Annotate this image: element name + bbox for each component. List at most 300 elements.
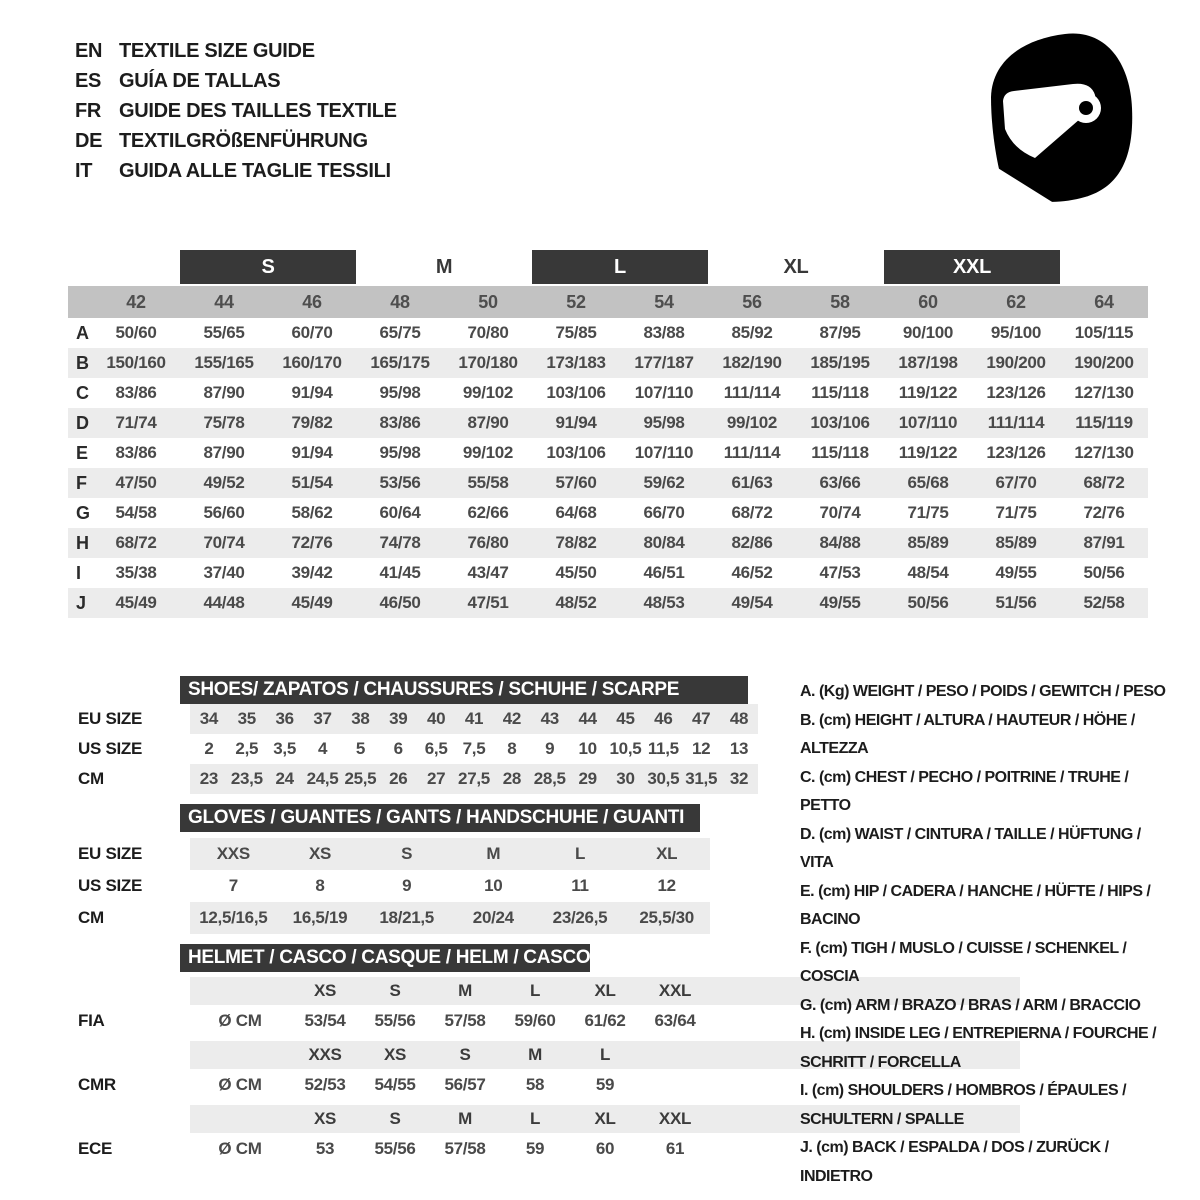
size-value: 11 — [571, 876, 589, 895]
measure-row-f — [68, 468, 1148, 498]
measure-value: 155/165 — [194, 353, 254, 372]
measure-value: 45/49 — [291, 593, 333, 612]
measure-value: 79/82 — [291, 413, 333, 432]
gloves-size-section — [68, 804, 703, 934]
row-label: US SIZE — [78, 739, 143, 758]
language-code: IT — [75, 160, 93, 182]
measure-letter: F — [76, 473, 87, 493]
measure-value: 177/187 — [634, 353, 694, 372]
measure-value: 99/102 — [726, 413, 778, 432]
measure-value: 95/98 — [379, 443, 421, 462]
language-title: TEXTILGRÖßENFÜHRUNG — [119, 130, 368, 152]
measure-value: 41/45 — [379, 563, 421, 582]
language-row — [75, 36, 397, 66]
numeric-size-label: 52 — [566, 292, 586, 312]
size-value: 32 — [729, 769, 749, 788]
measure-value: 190/200 — [986, 353, 1046, 372]
measure-value: 43/47 — [467, 563, 509, 582]
measure-value: 165/175 — [370, 353, 430, 372]
measure-value: 47/51 — [467, 593, 509, 612]
measure-value: 85/89 — [995, 533, 1037, 552]
standard-label: FIA — [78, 1010, 105, 1030]
row-label: US SIZE — [78, 876, 143, 895]
row-label — [68, 1105, 190, 1133]
measure-value: 59/62 — [643, 473, 685, 492]
measure-value: 83/86 — [115, 383, 157, 402]
measure-value: 115/118 — [811, 383, 869, 402]
size-value: 45 — [616, 709, 635, 728]
size-value: 30 — [616, 769, 635, 788]
measure-value: 65/68 — [907, 473, 949, 492]
helmet-size-value: 57/58 — [444, 1010, 486, 1030]
size-value: 16,5/19 — [292, 908, 348, 927]
measure-value: 82/86 — [731, 533, 773, 552]
row-values — [190, 734, 758, 764]
legend-item: I. (cm) SHOULDERS / HOMBROS / ÉPAULES / SCHULTERN / SPALLE — [800, 1082, 1127, 1128]
measure-value: 75/85 — [555, 323, 597, 342]
row-values — [190, 704, 758, 734]
helmet-size-label: XXS — [308, 1045, 342, 1064]
measure-value: 76/80 — [467, 533, 509, 552]
measure-value: 67/70 — [995, 473, 1037, 492]
helmet-size-value: 52/53 — [304, 1074, 346, 1094]
measure-value: 49/54 — [731, 593, 773, 612]
size-header-row — [68, 250, 1148, 286]
language-row — [75, 66, 397, 96]
numeric-size-label: 46 — [302, 292, 322, 312]
row-values — [190, 902, 710, 934]
row-values — [190, 838, 710, 870]
numeric-size-label: 44 — [214, 292, 234, 312]
language-code: FR — [75, 100, 102, 122]
measure-row-d — [68, 408, 1148, 438]
row-values — [190, 870, 710, 902]
helmet-size-label: S — [459, 1045, 471, 1064]
size-value: 6,5 — [424, 739, 448, 758]
size-group-label-s: S — [180, 250, 356, 284]
measure-value: 85/92 — [731, 323, 773, 342]
measure-value: 51/54 — [291, 473, 333, 492]
size-value: L — [574, 844, 586, 863]
measure-value: 190/200 — [1074, 353, 1134, 372]
measure-value: 182/190 — [722, 353, 782, 372]
legend-item: C. (cm) CHEST / PECHO / POITRINE / TRUHE / PETTO — [800, 768, 1129, 814]
language-title: GUÍA DE TALLAS — [119, 70, 281, 92]
helmet-size-value: 61/62 — [584, 1010, 626, 1030]
measure-value: 46/51 — [643, 563, 685, 582]
gloves-section-title: GLOVES / GUANTES / GANTS / HANDSCHUHE / GUANTI — [180, 804, 700, 832]
size-value: 8 — [315, 876, 325, 895]
size-value: 27,5 — [458, 769, 490, 788]
helmet-size-value: 55/56 — [374, 1138, 416, 1158]
size-group-label-l: L — [532, 250, 708, 284]
unit-label: Ø CM — [218, 1138, 262, 1158]
measure-value: 53/56 — [379, 473, 421, 492]
size-value: 2 — [204, 739, 214, 758]
size-value: 10 — [578, 739, 597, 758]
size-value: XL — [656, 844, 678, 863]
helmet-size-value: 59 — [525, 1138, 545, 1158]
size-value: M — [486, 844, 501, 863]
measurement-legend — [800, 678, 1168, 1191]
measure-value: 70/74 — [819, 503, 861, 522]
measure-value: 50/60 — [115, 323, 157, 342]
numeric-size-label: 54 — [654, 292, 674, 312]
helmet-size-label: XXL — [658, 1109, 692, 1128]
row-label: EU SIZE — [78, 709, 143, 728]
measure-value: 119/122 — [898, 443, 958, 462]
helmet-size-label: XXL — [658, 981, 692, 1000]
size-group-label-xxl: XXL — [884, 250, 1060, 284]
row-label — [68, 977, 190, 1005]
measure-value: 95/98 — [643, 413, 685, 432]
measure-value: 68/72 — [115, 533, 157, 552]
size-value: 42 — [502, 709, 522, 728]
measure-value: 72/76 — [291, 533, 333, 552]
language-title: TEXTILE SIZE GUIDE — [119, 40, 315, 62]
helmet-size-value: 54/55 — [374, 1074, 416, 1094]
size-value: 25,5 — [344, 769, 377, 788]
gloves-row — [68, 838, 703, 870]
measure-value: 111/114 — [723, 443, 781, 462]
legend-item: F. (cm) TIGH / MUSLO / CUISSE / SCHENKEL / COSCIA — [800, 939, 1127, 985]
measure-value: 37/40 — [203, 563, 245, 582]
helmet-size-label: L — [599, 1045, 611, 1064]
measure-value: 49/55 — [995, 563, 1037, 582]
measure-value: 160/170 — [282, 353, 342, 372]
size-value: 25,5/30 — [639, 908, 694, 927]
measure-letter: I — [76, 563, 81, 583]
helmet-size-label: XS — [313, 1109, 337, 1128]
size-value: S — [401, 844, 413, 863]
spacer-cell — [190, 977, 290, 1005]
numeric-size-label: 60 — [918, 292, 938, 312]
size-value: 18/21,5 — [379, 908, 434, 927]
size-value: 38 — [351, 709, 370, 728]
language-row — [75, 156, 397, 186]
measure-value: 57/60 — [555, 473, 597, 492]
size-value: 10 — [484, 876, 503, 895]
measure-value: 54/58 — [115, 503, 157, 522]
size-value: 30,5 — [647, 769, 680, 788]
measure-value: 49/52 — [203, 473, 245, 492]
legend-item: J. (cm) BACK / ESPALDA / DOS / ZURÜCK / INDIETRO — [800, 1139, 1109, 1185]
measure-value: 71/75 — [995, 503, 1037, 522]
measure-value: 66/70 — [643, 503, 685, 522]
shoes-row — [68, 704, 748, 734]
numeric-size-row — [68, 286, 1148, 318]
measure-value: 87/90 — [467, 413, 509, 432]
legend-item: B. (cm) HEIGHT / ALTURA / HAUTEUR / HÖHE / ALTEZZA — [800, 711, 1135, 757]
unit-label: Ø CM — [218, 1010, 262, 1030]
measure-value: 107/110 — [898, 413, 958, 432]
helmet-size-value: 63/64 — [654, 1010, 696, 1030]
spacer-cell — [190, 1105, 290, 1133]
size-value: 43 — [540, 709, 559, 728]
helmet-size-label: L — [529, 981, 541, 1000]
language-row — [75, 126, 397, 156]
measure-value: 46/52 — [731, 563, 773, 582]
racing-helmet-icon — [973, 28, 1135, 205]
measure-letter: E — [76, 443, 88, 463]
measure-value: 123/126 — [986, 443, 1046, 462]
size-value: XXS — [216, 844, 250, 863]
measure-value: 48/52 — [555, 593, 597, 612]
measure-value: 44/48 — [203, 593, 245, 612]
helmet-size-value: 57/58 — [444, 1138, 486, 1158]
measure-value: 39/42 — [291, 563, 333, 582]
measure-value: 60/70 — [291, 323, 333, 342]
helmet-size-label: XL — [594, 1109, 616, 1128]
legend-item: G. (cm) ARM / BRAZO / BRAS / ARM / BRACCIO — [800, 996, 1141, 1014]
language-code: EN — [75, 40, 103, 62]
gloves-row — [68, 870, 703, 902]
language-row — [75, 96, 397, 126]
size-value: 31,5 — [685, 769, 718, 788]
standard-label: CMR — [78, 1074, 116, 1094]
measure-value: 107/110 — [634, 443, 694, 462]
measure-row-i — [68, 558, 1148, 588]
measure-row-h — [68, 528, 1148, 558]
measure-value: 47/50 — [115, 473, 157, 492]
measure-value: 99/102 — [462, 443, 514, 462]
measure-value: 83/86 — [115, 443, 157, 462]
measure-value: 87/91 — [1083, 533, 1125, 552]
measure-value: 87/90 — [203, 383, 245, 402]
measure-value: 61/63 — [731, 473, 773, 492]
size-value: 23 — [199, 769, 219, 788]
size-value: 47 — [692, 709, 711, 728]
size-value: 11,5 — [647, 739, 679, 758]
language-title-list — [75, 36, 397, 186]
measure-value: 87/90 — [203, 443, 245, 462]
helmet-size-label: M — [458, 1109, 472, 1128]
helmet-size-value: 58 — [525, 1074, 545, 1094]
measure-value: 127/130 — [1074, 443, 1134, 462]
language-title: GUIDA ALLE TAGLIE TESSILI — [119, 160, 391, 182]
measure-value: 95/100 — [990, 323, 1042, 342]
size-value: 7 — [228, 876, 238, 895]
measure-value: 103/106 — [810, 413, 870, 432]
measure-value: 185/195 — [810, 353, 870, 372]
measure-value: 150/160 — [106, 353, 166, 372]
measure-value: 72/76 — [1083, 503, 1125, 522]
measure-letter: J — [76, 593, 86, 613]
shoes-row — [68, 764, 748, 794]
measure-value: 68/72 — [731, 503, 773, 522]
spacer-cell — [190, 1041, 290, 1069]
helmet-size-value: 59 — [595, 1074, 615, 1094]
measure-value: 62/66 — [467, 503, 509, 522]
racing-helmet-icon-svg — [973, 28, 1135, 205]
row-values — [190, 764, 758, 794]
measure-value: 83/88 — [643, 323, 685, 342]
measure-value: 115/119 — [1075, 413, 1133, 432]
numeric-size-label: 42 — [126, 292, 146, 312]
size-value: 5 — [355, 739, 365, 758]
language-code: ES — [75, 70, 102, 92]
measure-value: 55/65 — [203, 323, 245, 342]
measure-value: 75/78 — [203, 413, 245, 432]
helmet-size-label: XS — [313, 981, 337, 1000]
measure-row-j — [68, 588, 1148, 618]
measure-value: 46/50 — [379, 593, 421, 612]
measure-value: 35/38 — [115, 563, 157, 582]
measure-letter: D — [76, 413, 89, 433]
measure-value: 115/118 — [811, 443, 869, 462]
numeric-size-label: 56 — [742, 292, 762, 312]
measure-value: 91/94 — [291, 383, 333, 402]
measure-value: 55/58 — [467, 473, 509, 492]
size-value: 7,5 — [462, 739, 486, 758]
measure-value: 187/198 — [898, 353, 958, 372]
size-value: 10,5 — [609, 739, 642, 758]
measure-value: 50/56 — [1083, 563, 1125, 582]
measure-value: 71/74 — [115, 413, 157, 432]
legend-item: E. (cm) HIP / CADERA / HANCHE / HÜFTE / HIPS / BACINO — [800, 882, 1151, 928]
measure-value: 173/183 — [546, 353, 606, 372]
measure-value: 87/95 — [819, 323, 861, 342]
measure-value: 105/115 — [1074, 323, 1134, 342]
measure-letter: A — [76, 323, 89, 343]
row-label: CM — [78, 908, 104, 927]
helmet-size-label: XS — [383, 1045, 407, 1064]
size-value: 9 — [402, 876, 412, 895]
helmet-size-value: 53 — [315, 1138, 335, 1158]
measure-value: 71/75 — [907, 503, 949, 522]
measure-value: 45/50 — [555, 563, 597, 582]
size-value: 12 — [692, 739, 711, 758]
helmet-size-label: XL — [594, 981, 616, 1000]
measure-value: 70/74 — [203, 533, 245, 552]
size-value: 2,5 — [235, 739, 259, 758]
measure-value: 48/53 — [643, 593, 685, 612]
standard-label: ECE — [78, 1138, 113, 1158]
measure-row-c — [68, 378, 1148, 408]
size-value: 37 — [313, 709, 332, 728]
helmet-size-label: M — [458, 981, 472, 1000]
row-label — [68, 1041, 190, 1069]
size-value: 23,5 — [230, 769, 263, 788]
size-value: 24,5 — [306, 769, 339, 788]
measure-value: 111/114 — [723, 383, 781, 402]
size-group-label-xl: XL — [783, 256, 809, 278]
measure-value: 83/86 — [379, 413, 421, 432]
size-value: 28,5 — [533, 769, 566, 788]
measure-value: 68/72 — [1083, 473, 1125, 492]
measure-value: 47/53 — [819, 563, 861, 582]
size-value: XS — [308, 844, 332, 863]
row-label: EU SIZE — [78, 844, 143, 863]
measure-value: 103/106 — [546, 383, 606, 402]
size-value: 9 — [545, 739, 555, 758]
measure-value: 49/55 — [819, 593, 861, 612]
numeric-size-label: 58 — [830, 292, 850, 312]
measure-letter: H — [76, 533, 89, 553]
size-value: 8 — [507, 739, 517, 758]
gloves-row — [68, 902, 703, 934]
measure-value: 91/94 — [555, 413, 597, 432]
textile-size-table — [68, 250, 1148, 618]
legend-item: H. (cm) INSIDE LEG / ENTREPIERNA / FOURCHE / SCHRITT / FORCELLA — [800, 1025, 1157, 1071]
measure-value: 107/110 — [634, 383, 694, 402]
measure-value: 84/88 — [819, 533, 861, 552]
measure-letter: G — [76, 503, 90, 523]
size-value: 40 — [426, 709, 446, 728]
size-value: 3,5 — [273, 739, 297, 758]
measure-value: 91/94 — [291, 443, 333, 462]
measure-letter: C — [76, 383, 89, 403]
legend-item: A. (Kg) WEIGHT / PESO / POIDS / GEWITCH / PESO — [800, 683, 1166, 700]
size-value: 13 — [729, 739, 749, 758]
size-value: 26 — [389, 769, 408, 788]
measure-value: 127/130 — [1074, 383, 1134, 402]
corner-cell — [68, 286, 92, 318]
size-value: 48 — [729, 709, 749, 728]
measure-value: 90/100 — [902, 323, 954, 342]
size-group-label-m: M — [435, 256, 453, 278]
size-value: 20/24 — [472, 908, 514, 927]
measure-row-g — [68, 498, 1148, 528]
measure-value: 56/60 — [203, 503, 245, 522]
helmet-size-label: S — [389, 981, 401, 1000]
size-value: 34 — [199, 709, 219, 728]
measure-value: 63/66 — [819, 473, 861, 492]
shoes-size-section — [68, 676, 748, 794]
helmet-size-label: M — [528, 1045, 542, 1064]
size-value: 24 — [275, 769, 294, 788]
measure-value: 58/62 — [291, 503, 333, 522]
helmet-size-value: 55/56 — [374, 1010, 416, 1030]
numeric-size-label: 64 — [1094, 292, 1114, 312]
measure-value: 48/54 — [907, 563, 949, 582]
size-value: 4 — [317, 739, 328, 758]
size-value: 12,5/16,5 — [199, 908, 268, 927]
size-value: 29 — [578, 769, 597, 788]
size-value: 35 — [237, 709, 256, 728]
helmet-size-label: L — [529, 1109, 541, 1128]
shoes-section-title: SHOES/ ZAPATOS / CHAUSSURES / SCHUHE / SCARPE — [180, 676, 748, 704]
helmet-size-value: 60 — [595, 1138, 615, 1158]
numeric-size-label: 48 — [390, 292, 410, 312]
measure-value: 64/68 — [555, 503, 597, 522]
size-value: 44 — [578, 709, 597, 728]
numeric-size-label: 62 — [1006, 292, 1026, 312]
language-code: DE — [75, 130, 103, 152]
measure-row-e — [68, 438, 1148, 468]
measure-value: 60/64 — [379, 503, 421, 522]
helmet-section-title: HELMET / CASCO / CASQUE / HELM / CASCO — [180, 944, 590, 972]
measure-row-a — [68, 318, 1148, 348]
size-value: 12 — [657, 876, 676, 895]
measure-value: 85/89 — [907, 533, 949, 552]
shoes-row — [68, 734, 748, 764]
measure-value: 78/82 — [555, 533, 597, 552]
measure-value: 95/98 — [379, 383, 421, 402]
helmet-size-value: 56/57 — [444, 1074, 486, 1094]
size-value: 39 — [389, 709, 408, 728]
helmet-size-value: 53/54 — [304, 1010, 346, 1030]
measure-value: 52/58 — [1083, 593, 1125, 612]
helmet-size-value: 61 — [665, 1138, 685, 1158]
measure-row-b — [68, 348, 1148, 378]
measure-value: 99/102 — [462, 383, 514, 402]
measure-value: 50/56 — [907, 593, 949, 612]
numeric-size-label: 50 — [478, 292, 498, 312]
size-value: 41 — [464, 709, 484, 728]
helmet-size-label: S — [389, 1109, 401, 1128]
measure-value: 170/180 — [458, 353, 518, 372]
